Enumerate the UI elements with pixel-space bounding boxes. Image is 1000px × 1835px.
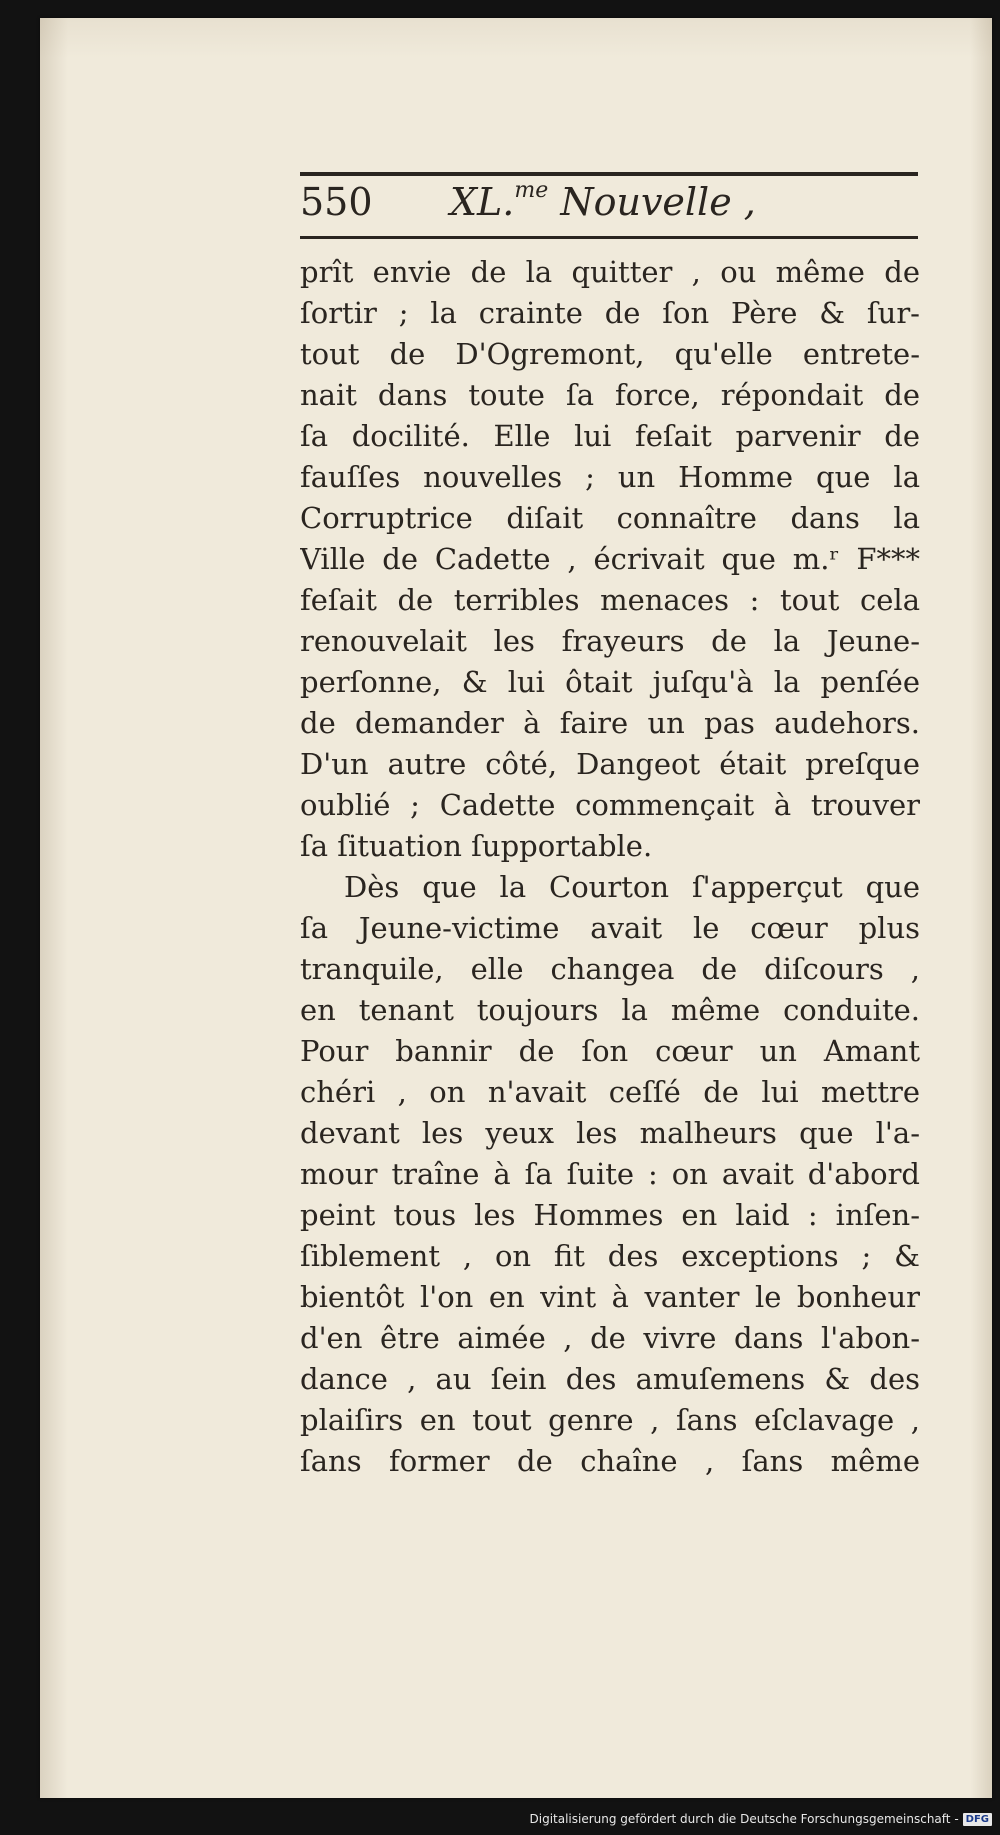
text-line: plaiſirs en tout genre , ſans eſclavage ,	[300, 1403, 920, 1437]
text-line: fauſſes nouvelles ; un Homme que la	[300, 460, 920, 494]
text-line: nait dans toute ſa force, répondait de	[300, 378, 920, 412]
text-line: chéri , on n'avait ceſſé de lui mettre	[300, 1075, 920, 1109]
text-line: peint tous les Hommes en laid : inſen-	[300, 1198, 920, 1232]
text-line: renouvelait les frayeurs de la Jeune-	[300, 624, 920, 658]
text-line: oublié ; Cadette commençait à trouver	[300, 788, 920, 822]
body-text	[300, 252, 920, 1482]
text-line: d'en être aimée , de vivre dans l'abon-	[300, 1321, 920, 1355]
header-rule-top	[300, 172, 918, 176]
dfg-logo: DFG	[963, 1813, 992, 1826]
credit-text: Digitalisierung gefördert durch die Deutsche Forschungsgemeinschaft -	[529, 1812, 959, 1826]
text-line: prît envie de la quitter , ou même de	[300, 255, 920, 289]
running-title-rest: Nouvelle ,	[548, 180, 756, 224]
text-line: Corruptrice diſait connaître dans la	[300, 501, 920, 535]
page-number: 550	[300, 180, 373, 224]
text-line: mour traîne à ſa ſuite : on avait d'abord	[300, 1157, 920, 1191]
text-line: ſa docilité. Elle lui feſait parvenir de	[300, 419, 920, 453]
text-line: tout de D'Ogremont, qu'elle entrete-	[300, 337, 920, 371]
running-title-superscript: me	[514, 178, 549, 203]
running-title	[450, 180, 756, 224]
text-line: tranquile, elle changea de diſcours ,	[300, 952, 920, 986]
text-line: Pour bannir de ſon cœur un Amant	[300, 1034, 920, 1068]
text-line: de demander à faire un pas audehors.	[300, 706, 920, 740]
text-line: feſait de terribles menaces : tout cela	[300, 583, 920, 617]
text-line: ſortir ; la crainte de ſon Père & ſur-	[300, 296, 920, 330]
text-line: devant les yeux les malheurs que l'a-	[300, 1116, 920, 1150]
text-line: bientôt l'on en vint à vanter le bonheur	[300, 1280, 920, 1314]
header-rule-bottom	[300, 236, 918, 239]
text-line: Ville de Cadette , écrivait que m.ʳ F***	[300, 542, 920, 576]
text-line: perſonne, & lui ôtait juſqu'à la penſée	[300, 665, 920, 699]
digitization-credit	[530, 1812, 993, 1826]
text-line: ſa ſituation ſupportable.	[300, 829, 653, 863]
text-line: en tenant toujours la même conduite.	[300, 993, 920, 1027]
text-line: ſa Jeune-victime avait le cœur plus	[300, 911, 920, 945]
text-line: ſans former de chaîne , ſans même	[300, 1444, 920, 1478]
text-line: ſiblement , on fit des exceptions ; &	[300, 1239, 920, 1273]
text-line: D'un autre côté, Dangeot était preſque	[300, 747, 920, 781]
running-title-main: XL.	[450, 180, 515, 224]
text-line: dance , au ſein des amuſemens & des	[300, 1362, 920, 1396]
text-line: Dès que la Courton ſ'apperçut que	[344, 870, 920, 904]
